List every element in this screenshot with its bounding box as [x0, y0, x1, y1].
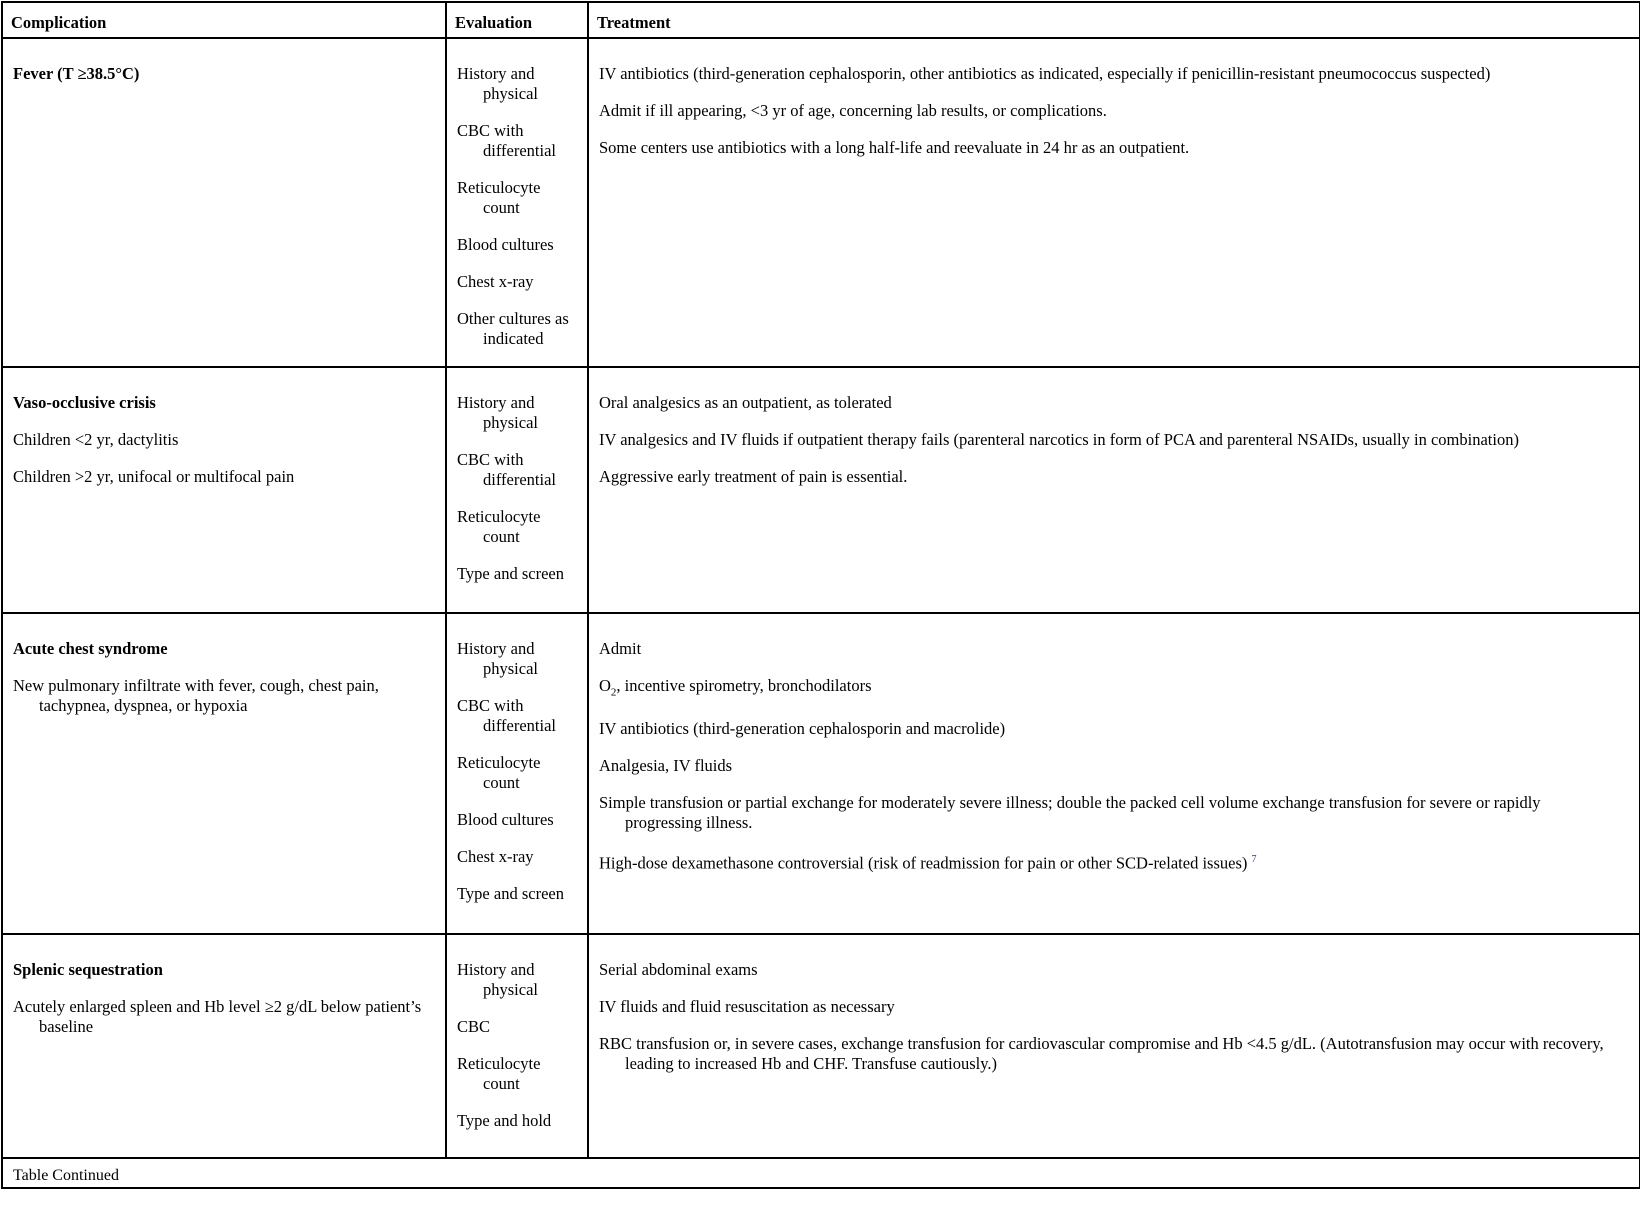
table-row	[2, 934, 1640, 1158]
complication-detail: Children <2 yr, dactylitis	[13, 430, 179, 449]
evaluation-item: CBC with differential	[457, 121, 556, 160]
treatment-cell	[588, 934, 1640, 1158]
table-row	[2, 613, 1640, 934]
treatment-item: Admit	[599, 639, 642, 658]
evaluation-item: History and physical	[457, 960, 538, 999]
complication-title: Vaso-occlusive crisis	[13, 393, 156, 412]
header-treatment: Treatment	[588, 2, 1640, 38]
treatment-item: Admit if ill appearing, <3 yr of age, concerning lab results, or complications.	[599, 101, 1107, 120]
treatment-item: IV fluids and fluid resuscitation as necessary	[599, 997, 895, 1016]
evaluation-item: Type and screen	[457, 884, 564, 903]
treatment-item-dexamethasone	[599, 850, 1619, 874]
evaluation-item: Type and screen	[457, 564, 564, 583]
complication-cell	[2, 613, 446, 934]
table-row	[2, 38, 1640, 367]
evaluation-item: Type and hold	[457, 1111, 552, 1130]
table-row	[2, 367, 1640, 613]
header-complication: Complication	[2, 2, 446, 38]
o2-symbol: O	[599, 676, 611, 695]
evaluation-item: Reticulocyte count	[457, 1054, 541, 1093]
treatment-item: Oral analgesics as an outpatient, as tolerated	[599, 393, 892, 412]
complication-title: Splenic sequestration	[13, 960, 163, 979]
evaluation-item: Reticulocyte count	[457, 178, 541, 217]
evaluation-item: Reticulocyte count	[457, 753, 541, 792]
treatment-cell	[588, 613, 1640, 934]
treatment-item: IV analgesics and IV fluids if outpatient therapy fails (parenteral narcotics in form of PCA and parenteral NSAIDs, usually in combination)	[599, 430, 1519, 449]
header-evaluation: Evaluation	[446, 2, 588, 38]
evaluation-item: CBC with differential	[457, 696, 556, 735]
complication-title: Fever (T ≥38.5°C)	[13, 64, 140, 83]
evaluation-item: Chest x-ray	[457, 847, 534, 866]
treatment-item: IV antibiotics (third-generation cephalosporin, other antibiotics as indicated, especially if penicillin-resistant pneumococcus suspected)	[599, 64, 1491, 83]
treatment-item: Serial abdominal exams	[599, 960, 758, 979]
treatment-item: RBC transfusion or, in severe cases, exchange transfusion for cardiovascular compromise and Hb <4.5 g/dL. (Autotransfusion may occur with recovery, leading to increased Hb and CHF. Transfuse cautiously.)	[599, 1034, 1604, 1073]
o2-subscript: 2	[610, 686, 617, 699]
dexamethasone-text: High-dose dexamethasone controversial (risk of readmission for pain or other SCD-related issues)	[599, 853, 1248, 873]
evaluation-cell	[446, 613, 588, 934]
evaluation-item: Blood cultures	[457, 235, 554, 254]
treatment-cell	[588, 367, 1640, 613]
complication-detail: Children >2 yr, unifocal or multifocal pain	[13, 467, 295, 486]
complication-detail: Acutely enlarged spleen and Hb level ≥2 g/dL below patient’s baseline	[13, 997, 422, 1036]
treatment-item: Aggressive early treatment of pain is essential.	[599, 467, 908, 486]
evaluation-item: History and physical	[457, 639, 538, 678]
treatment-item-o2	[599, 676, 1619, 702]
treatment-item: Analgesia, IV fluids	[599, 756, 733, 776]
evaluation-item: CBC	[457, 1017, 491, 1036]
treatment-item: Simple transfusion or partial exchange for moderately severe illness; double the packed cell volume exchange transfusion for severe or rapidly progressing illness.	[599, 793, 1541, 833]
treatment-item: Some centers use antibiotics with a long half-life and reevaluate in 24 hr as an outpatient.	[599, 138, 1190, 157]
evaluation-item: Chest x-ray	[457, 272, 534, 291]
complication-cell	[2, 38, 446, 367]
evaluation-item: CBC with differential	[457, 450, 556, 489]
treatment-item: IV antibiotics (third-generation cephalosporin and macrolide)	[599, 719, 1006, 739]
reference-link[interactable]: 7	[1251, 854, 1257, 866]
evaluation-item: Reticulocyte count	[457, 507, 541, 546]
complication-cell	[2, 934, 446, 1158]
header-row	[2, 2, 1640, 38]
complication-detail: New pulmonary infiltrate with fever, cough, chest pain, tachypnea, dyspnea, or hypoxia	[13, 676, 379, 715]
evaluation-cell	[446, 38, 588, 367]
table-continued-note: Table Continued	[2, 1158, 1640, 1188]
complication-cell	[2, 367, 446, 613]
evaluation-cell	[446, 367, 588, 613]
o2-rest: , incentive spirometry, bronchodilators	[616, 676, 872, 695]
complications-table	[1, 1, 1640, 1189]
evaluation-item: History and physical	[457, 393, 538, 432]
complication-title: Acute chest syndrome	[13, 639, 168, 658]
evaluation-item: Other cultures as indicated	[457, 309, 569, 348]
evaluation-item: History and physical	[457, 64, 538, 103]
table-footer-row	[2, 1158, 1640, 1188]
evaluation-item: Blood cultures	[457, 810, 554, 829]
treatment-cell	[588, 38, 1640, 367]
evaluation-cell	[446, 934, 588, 1158]
